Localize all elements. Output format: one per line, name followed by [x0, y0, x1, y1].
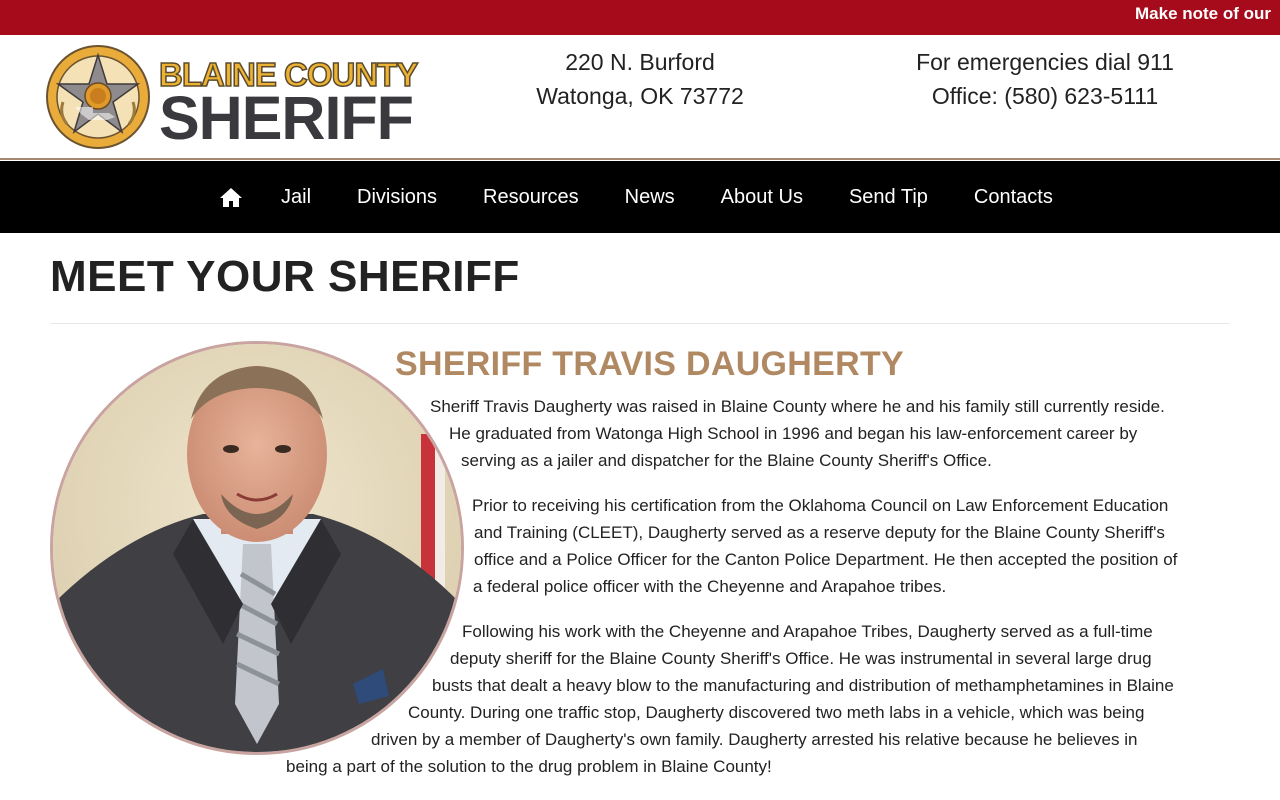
nav-item-resources[interactable]: Resources: [483, 186, 579, 208]
sheriff-badge-icon: [45, 44, 151, 150]
bio-line: Following his work with the Cheyenne and Arapahoe Tribes, Daugherty served as a full-time: [462, 622, 1153, 641]
bio-line: Prior to receiving his certification from the Oklahoma Council on Law Enforcement Education: [472, 496, 1169, 515]
page-title: MEET YOUR SHERIFF: [50, 252, 520, 301]
bio-line: and Training (CLEET), Daugherty served as a reserve deputy for the Blaine County Sheriff's: [474, 523, 1165, 542]
title-divider: [50, 323, 1230, 324]
nav-home-link[interactable]: [204, 161, 258, 233]
bio-line: office and a Police Officer for the Canton Police Department. He then accepted the position of: [474, 550, 1178, 569]
bio-line: He graduated from Watonga High School in 1996 and began his law-enforcement career by: [449, 424, 1138, 443]
bio-line: a federal police officer with the Cheyenne and Arapahoe tribes.: [473, 577, 947, 596]
alert-bar: [0, 0, 1280, 35]
nav-item-news[interactable]: News: [624, 186, 675, 208]
bio-line: busts that dealt a heavy blow to the manufacturing and distribution of methamphetamines in Blaine: [432, 676, 1174, 695]
nav-item-send-tip[interactable]: Send Tip: [848, 186, 928, 208]
bio-line: being a part of the solution to the drug problem in Blaine County!: [286, 757, 772, 776]
home-icon: [219, 187, 243, 208]
nav-item-divisions[interactable]: Divisions: [357, 186, 438, 208]
bio-line: County. During one traffic stop, Daugherty discovered two meth labs in a vehicle, which was being: [408, 703, 1145, 722]
main-nav: [0, 161, 1280, 233]
bio-line: Sheriff Travis Daugherty was raised in Blaine County where he and his family still currently reside.: [430, 397, 1165, 416]
bio-line: driven by a member of Daugherty's own family. Daugherty arrested his relative because he believes in: [371, 730, 1138, 749]
bio-line: deputy sheriff for the Blaine County Sheriff's Office. He was instrumental in several large drug: [450, 649, 1152, 668]
nav-menu: [204, 161, 1076, 233]
emergency-line: For emergencies dial 911: [916, 49, 1174, 75]
logo-sheriff-text: SHERIFF: [159, 84, 413, 152]
bio-line: serving as a jailer and dispatcher for the Blaine County Sheriff's Office.: [461, 451, 992, 470]
sheriff-photo: [53, 344, 461, 752]
sheriff-portrait: [50, 341, 464, 755]
office-phone[interactable]: Office: (580) 623-5111: [931, 83, 1159, 109]
address-street: 220 N. Burford: [565, 49, 715, 75]
contact-info: [880, 45, 1210, 113]
office-address: [510, 45, 770, 113]
logo-county-text: BLAINE COUNTY: [159, 56, 418, 93]
sheriff-name-heading: SHERIFF TRAVIS DAUGHERTY: [395, 345, 905, 383]
site-logo[interactable]: [45, 44, 430, 150]
nav-item-about-us[interactable]: About Us: [720, 186, 803, 208]
nav-item-contacts[interactable]: Contacts: [973, 186, 1053, 208]
address-city: Watonga, OK 73772: [536, 83, 744, 109]
nav-item-jail[interactable]: Jail: [281, 186, 312, 208]
alert-ticker-text[interactable]: Make note of our: [1135, 4, 1272, 23]
site-header: [0, 35, 1280, 160]
